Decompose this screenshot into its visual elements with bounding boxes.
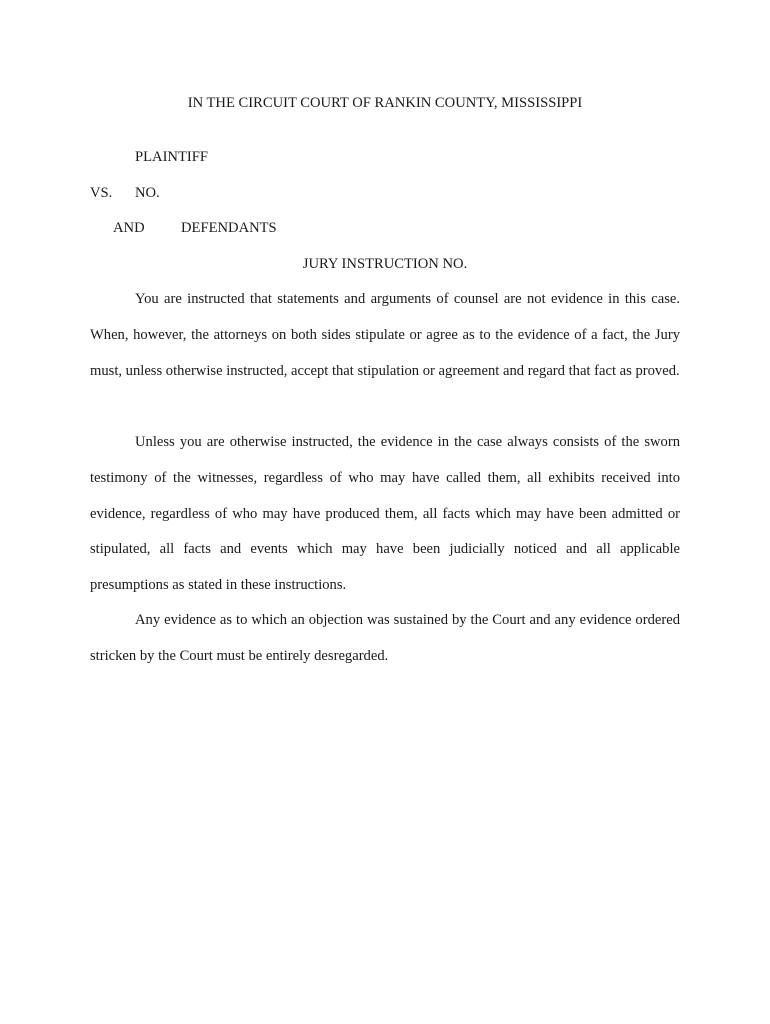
instruction-paragraph: Any evidence as to which an objection was sustained by the Court and any evidence ordered stricken by the Court must be entirely desregarded. bbox=[90, 612, 680, 664]
instruction-title-text: JURY INSTRUCTION NO. bbox=[302, 256, 468, 272]
and-label: AND bbox=[113, 220, 145, 236]
court-title: IN THE CIRCUIT COURT OF RANKIN COUNTY, MISSISSIPPI bbox=[187, 95, 583, 111]
case-number-label: NO. bbox=[135, 185, 160, 201]
instruction-title bbox=[0, 254, 770, 274]
instruction-paragraph: Unless you are otherwise instructed, the evidence in the case always consists of the sworn testimony of the witnesses, regardless of who may have called them, all exhibits received into evidence, regardless of who may have produced them, all facts which may have been admitted or stipulated, all facts and events which may have been judicially noticed and all applicable presumptions as stated in these instructions. bbox=[90, 434, 680, 594]
vs-label: VS. bbox=[90, 185, 113, 201]
defendants-label: DEFENDANTS bbox=[181, 220, 277, 236]
plaintiff-label: PLAINTIFF bbox=[135, 149, 208, 165]
instruction-paragraph: You are instructed that statements and arguments of counsel are not evidence in this case. When, however, the attorneys on both sides stipulate or agree as to the evidence of a fact, the Jury must, unless otherwise instructed, accept that stipulation or agreement and regard that fact as proved. bbox=[90, 291, 680, 379]
